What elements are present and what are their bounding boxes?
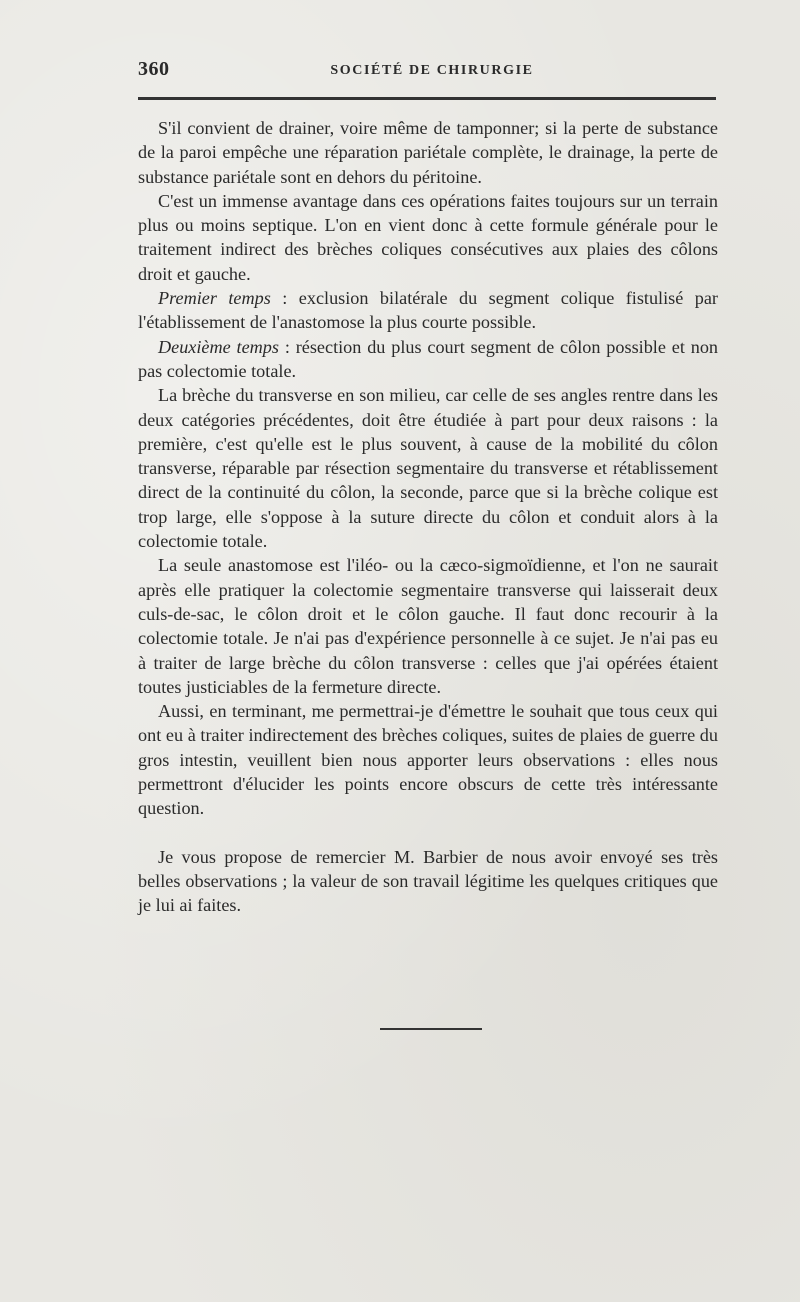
paragraph: La brèche du transverse en son milieu, car celle de ses angles rentre dans les deux catégories précédentes, doit être étudiée à part pour deux raisons : la première, c'est qu'elle est le plus souvent, à cause de la mobilité du côlon transverse, réparable par résection segmentaire du transverse et rétablissement direct de la continuité du côlon, la seconde, parce que si la brèche colique est trop large, elle s'oppose à la suture directe du côlon et conduit alors à la colectomie totale. xyxy=(138,385,718,552)
paragraph xyxy=(138,335,718,384)
paragraph-text: : résection du plus court segment de côlon possible et non pas colectomie totale. xyxy=(138,336,719,381)
header-rule xyxy=(138,97,716,100)
body-text xyxy=(138,116,718,918)
paragraph: S'il convient de drainer, voire même de tamponner; si la perte de substance de la paroi empêche une réparation pariétale complète, le drainage, la perte de substance pariétale sont en dehors du péritoine. xyxy=(138,118,718,187)
paragraph xyxy=(138,286,718,335)
paragraph: Aussi, en terminant, me permettrai-je d'émettre le souhait que tous ceux qui ont eu à traiter indirectement des brèches coliques, suites de plaies de guerre du gros intestin, veuillent bien nous apporter leurs observations : elles nous permettront d'élucider les points encore obscurs de cette très intéressante question. xyxy=(138,701,718,819)
running-title: SOCIÉTÉ DE CHIRURGIE xyxy=(330,63,534,78)
paragraph: La seule anastomose est l'iléo- ou la cæco-sigmoïdienne, et l'on ne saurait après elle pratiquer la colectomie segmentaire transverse qui laisserait deux culs-de-sac, le côlon droit et le côlon gauche. Il faut donc recourir à la colectomie totale. Je n'ai pas d'expérience personnelle à ce sujet. Je n'ai pas eu à traiter de large brèche du côlon transverse : celles que j'ai opérées étaient toutes justiciables de la fermeture directe. xyxy=(138,555,718,697)
paragraph-lead-italic: Deuxième temps xyxy=(158,336,279,357)
page-header xyxy=(138,58,718,86)
closing-rule xyxy=(380,1028,482,1030)
paragraph-lead-italic: Premier temps xyxy=(158,288,271,309)
paragraph: C'est un immense avantage dans ces opérations faites toujours sur un terrain plus ou moins septique. L'on en vient donc à cette formule générale pour le traitement indirect des brèches coliques consécutives aux plaies des côlons droit et gauche. xyxy=(138,190,718,284)
paragraph-text: : exclusion bilatérale du segment colique fistulisé par l'établissement de l'anastomose la plus courte possible. xyxy=(138,288,718,333)
page-number: 360 xyxy=(138,58,170,80)
paragraph-closing: Je vous propose de remercier M. Barbier de nous avoir envoyé ses très belles observations ; la valeur de son travail légitime les quelques critiques que je lui ai faites. xyxy=(138,846,718,916)
